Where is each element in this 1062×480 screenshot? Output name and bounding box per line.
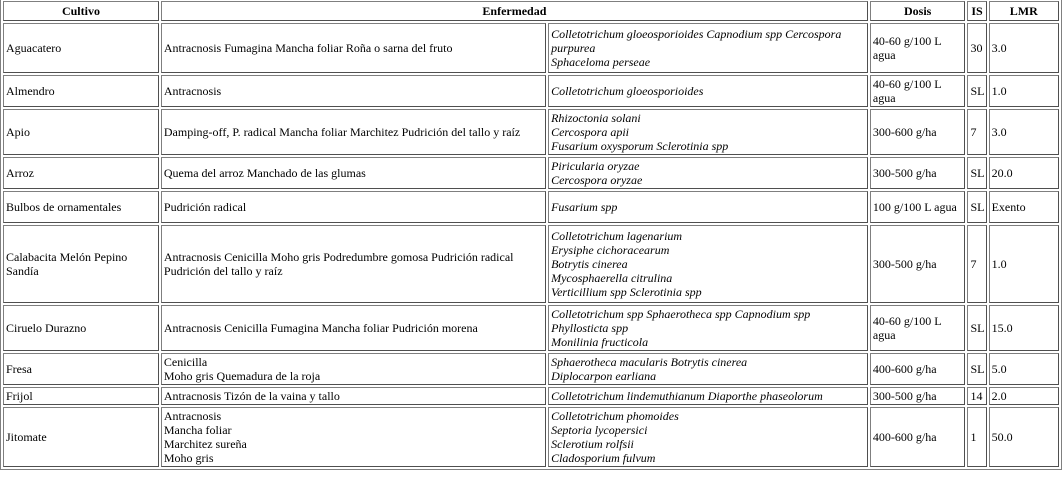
agente-cell-line: Sphaceloma perseae [551,55,651,69]
cultivo-cell-line: Apio [6,125,30,139]
agente-cell-line: Mycosphaerella citrulina [551,271,673,285]
enfermedad-cell [161,305,546,351]
dosis-cell: 300-500 g/ha [870,225,966,303]
cultivo-cell-line: Ciruelo Durazno [6,321,87,335]
enfermedad-cell-line: Mancha foliar [163,423,232,437]
agente-cell-line: Colletotrichum gloeosporioides [551,84,704,98]
lmr-cell: 5.0 [989,353,1059,385]
cultivo-cell-line: Fresa [6,362,32,376]
enfermedad-cell [161,191,546,223]
table-row [3,75,1059,107]
dosis-cell: 400-600 g/ha [870,353,966,385]
cultivo-cell-line: Almendro [6,84,55,98]
enfermedad-cell-line: Moho gris Quemadura de la roja [163,369,321,383]
agente-cell-line: Cladosporium fulvum [551,451,656,465]
table-row [3,387,1059,405]
lmr-cell: 3.0 [989,109,1059,155]
cultivo-cell [3,109,159,155]
cultivo-cell [3,353,159,385]
cultivo-cell [3,305,159,351]
table-row [3,157,1059,189]
lmr-cell: 20.0 [989,157,1059,189]
cultivo-cell-line: Arroz [6,166,34,180]
enfermedad-cell-line: Antracnosis Fumagina Mancha foliar Roña o sarna del fruto [163,41,453,55]
is-cell: 7 [967,225,986,303]
lmr-cell: 15.0 [989,305,1059,351]
is-cell: 30 [967,23,986,73]
agente-cell [548,191,868,223]
lmr-cell: 1.0 [989,75,1059,107]
agente-cell [548,23,868,73]
is-cell: 1 [967,407,986,467]
agente-cell-line: Sphaerotheca macularis Botrytis cinerea [551,355,748,369]
header-row [3,1,1059,21]
agente-cell [548,225,868,303]
agente-cell-line: Cercospora oryzae [551,173,643,187]
dosis-cell: 40-60 g/100 L agua [870,23,966,73]
header-is: IS [967,1,986,21]
enfermedad-cell-line: Moho gris [163,451,214,465]
header-enfermedad: Enfermedad [161,1,868,21]
enfermedad-cell-line: Antracnosis [163,409,222,423]
agente-cell-line: Cercospora apii [551,125,629,139]
cultivo-cell [3,387,159,405]
agente-cell-line: Diplocarpon earliana [551,369,657,383]
lmr-cell: 50.0 [989,407,1059,467]
agente-cell-line: Colletotrichum lagenarium [551,229,683,243]
is-cell: 7 [967,109,986,155]
agente-cell [548,407,868,467]
dosis-cell: 40-60 g/100 L agua [870,75,966,107]
enfermedad-cell-line: Antracnosis Cenicilla Moho gris Podredumbre gomosa Pudrición radical Pudrición del tallo y raíz [163,250,514,278]
header-lmr: LMR [989,1,1059,21]
lmr-cell: 2.0 [989,387,1059,405]
agente-cell-line: Monilinia fructicola [551,335,649,349]
dosis-cell: 300-500 g/ha [870,157,966,189]
enfermedad-cell [161,407,546,467]
table-row [3,407,1059,467]
header-dosis: Dosis [870,1,966,21]
cultivo-cell [3,157,159,189]
agente-cell [548,157,868,189]
lmr-cell: 3.0 [989,23,1059,73]
cultivo-cell [3,75,159,107]
agente-cell-line: Septoria lycopersici [551,423,648,437]
is-cell: SL [967,75,986,107]
agente-cell-line: Sclerotium rolfsii [551,437,634,451]
lmr-cell: Exento [989,191,1059,223]
table-row [3,191,1059,223]
enfermedad-cell-line: Antracnosis [163,84,222,98]
agente-cell-line: Fusarium spp [551,200,618,214]
header-cultivo: Cultivo [3,1,159,21]
agente-cell-line: Erysiphe cichoracearum [551,243,670,257]
cultivo-cell-line: Bulbos de ornamentales [6,200,122,214]
table-row [3,23,1059,73]
dosis-cell: 300-500 g/ha [870,387,966,405]
enfermedad-cell [161,225,546,303]
enfermedad-cell-line: Quema del arroz Manchado de las glumas [163,166,366,180]
enfermedad-cell-line: Pudrición radical [163,200,247,214]
cultivo-cell-line: Jitomate [6,430,47,444]
enfermedad-cell-line: Antracnosis Cenicilla Fumagina Mancha foliar Pudrición morena [163,321,478,335]
dosis-cell: 100 g/100 L agua [870,191,966,223]
cultivo-cell [3,23,159,73]
agente-cell-line: Colletotrichum spp Sphaerotheca spp Capnodium spp [551,307,811,321]
enfermedad-cell-line: Antracnosis Tizón de la vaina y tallo [163,389,340,403]
is-cell: SL [967,191,986,223]
enfermedad-cell-line: Cenicilla [163,355,208,369]
agente-cell-line: Rhizoctonia solani [551,111,641,125]
agente-cell-line: Piricularia oryzae [551,159,640,173]
enfermedad-cell [161,109,546,155]
cultivo-cell [3,407,159,467]
dosis-cell: 400-600 g/ha [870,407,966,467]
table-row [3,109,1059,155]
enfermedad-cell [161,157,546,189]
lmr-cell: 1.0 [989,225,1059,303]
cultivo-cell [3,225,159,303]
agente-cell [548,353,868,385]
cultivo-cell-line: Calabacita Melón Pepino Sandía [6,250,128,278]
dosis-cell: 300-600 g/ha [870,109,966,155]
enfermedad-cell [161,353,546,385]
cultivo-cell-line: Frijol [6,389,33,403]
enfermedad-cell [161,75,546,107]
enfermedad-cell [161,23,546,73]
agente-cell-line: Colletotrichum lindemuthianum Diaporthe phaseolorum [551,389,823,403]
is-cell: 14 [967,387,986,405]
enfermedad-cell-line: Marchitez sureña [163,437,247,451]
enfermedad-cell [161,387,546,405]
enfermedad-cell-line: Damping-off, P. radical Mancha foliar Marchitez Pudrición del tallo y raíz [163,125,521,139]
table-row [3,353,1059,385]
table-row [3,225,1059,303]
cultivo-cell-line: Aguacatero [6,41,62,55]
table-row [3,305,1059,351]
is-cell: SL [967,157,986,189]
dosis-cell: 40-60 g/100 L agua [870,305,966,351]
cultivo-cell [3,191,159,223]
is-cell: SL [967,305,986,351]
agente-cell-line: Phyllosticta spp [551,321,629,335]
agente-cell-line: Colletotrichum gloeosporioides Capnodium spp Cercospora purpurea [551,27,842,55]
agente-cell-line: Verticillium spp Sclerotinia spp [551,285,702,299]
agente-cell [548,305,868,351]
is-cell: SL [967,353,986,385]
table-body [3,23,1059,467]
agente-cell-line: Fusarium oxysporum Sclerotinia spp [551,139,729,153]
agente-cell [548,109,868,155]
agente-cell [548,75,868,107]
agente-cell [548,387,868,405]
agente-cell-line: Colletotrichum phomoides [551,409,679,423]
agente-cell-line: Botrytis cinerea [551,257,628,271]
